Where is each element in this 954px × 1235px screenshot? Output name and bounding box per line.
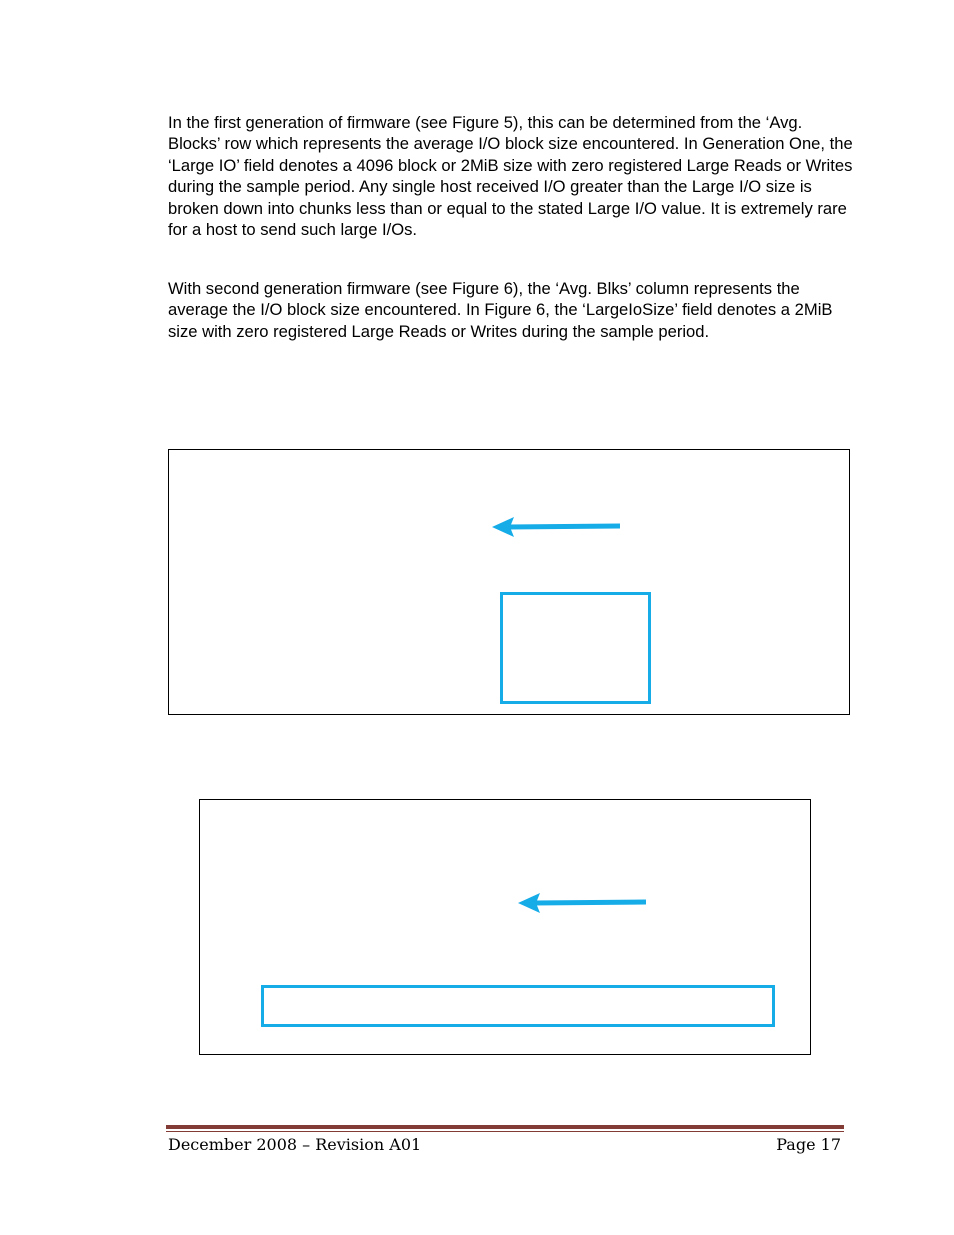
footer-page-number: Page 17 bbox=[776, 1135, 841, 1154]
figure-6-highlight-box bbox=[261, 985, 775, 1027]
figure-5-highlight-box bbox=[500, 592, 651, 704]
footer-rule-thick bbox=[166, 1125, 844, 1129]
figure-6-arrow-icon bbox=[514, 888, 650, 918]
body-paragraph-1: In the first generation of firmware (see Figure 5), this can be determined from the ‘Avg. Blocks’ row which represents the average I/O block size encountered. In Generation One, the ‘Large IO’ field denotes a 4096 block or 2MiB size with zero registered Large Reads or Writes during the sample period. Any single host received I/O greater than the Large I/O size is broken down into chunks less than or equal to the stated Large I/O value. It is extremely rare for a host to send such large I/Os. bbox=[168, 113, 853, 240]
footer-rule-thin bbox=[166, 1131, 844, 1132]
footer-date-revision: December 2008 – Revision A01 bbox=[168, 1135, 422, 1154]
figure-5-arrow-icon bbox=[488, 512, 624, 542]
body-paragraph-2: With second generation firmware (see Figure 6), the ‘Avg. Blks’ column represents the average the I/O block size encountered. In Figure 6, the ‘LargeIoSize’ field denotes a 2MiB size with zero registered Large Reads or Writes during the sample period. bbox=[168, 279, 833, 341]
